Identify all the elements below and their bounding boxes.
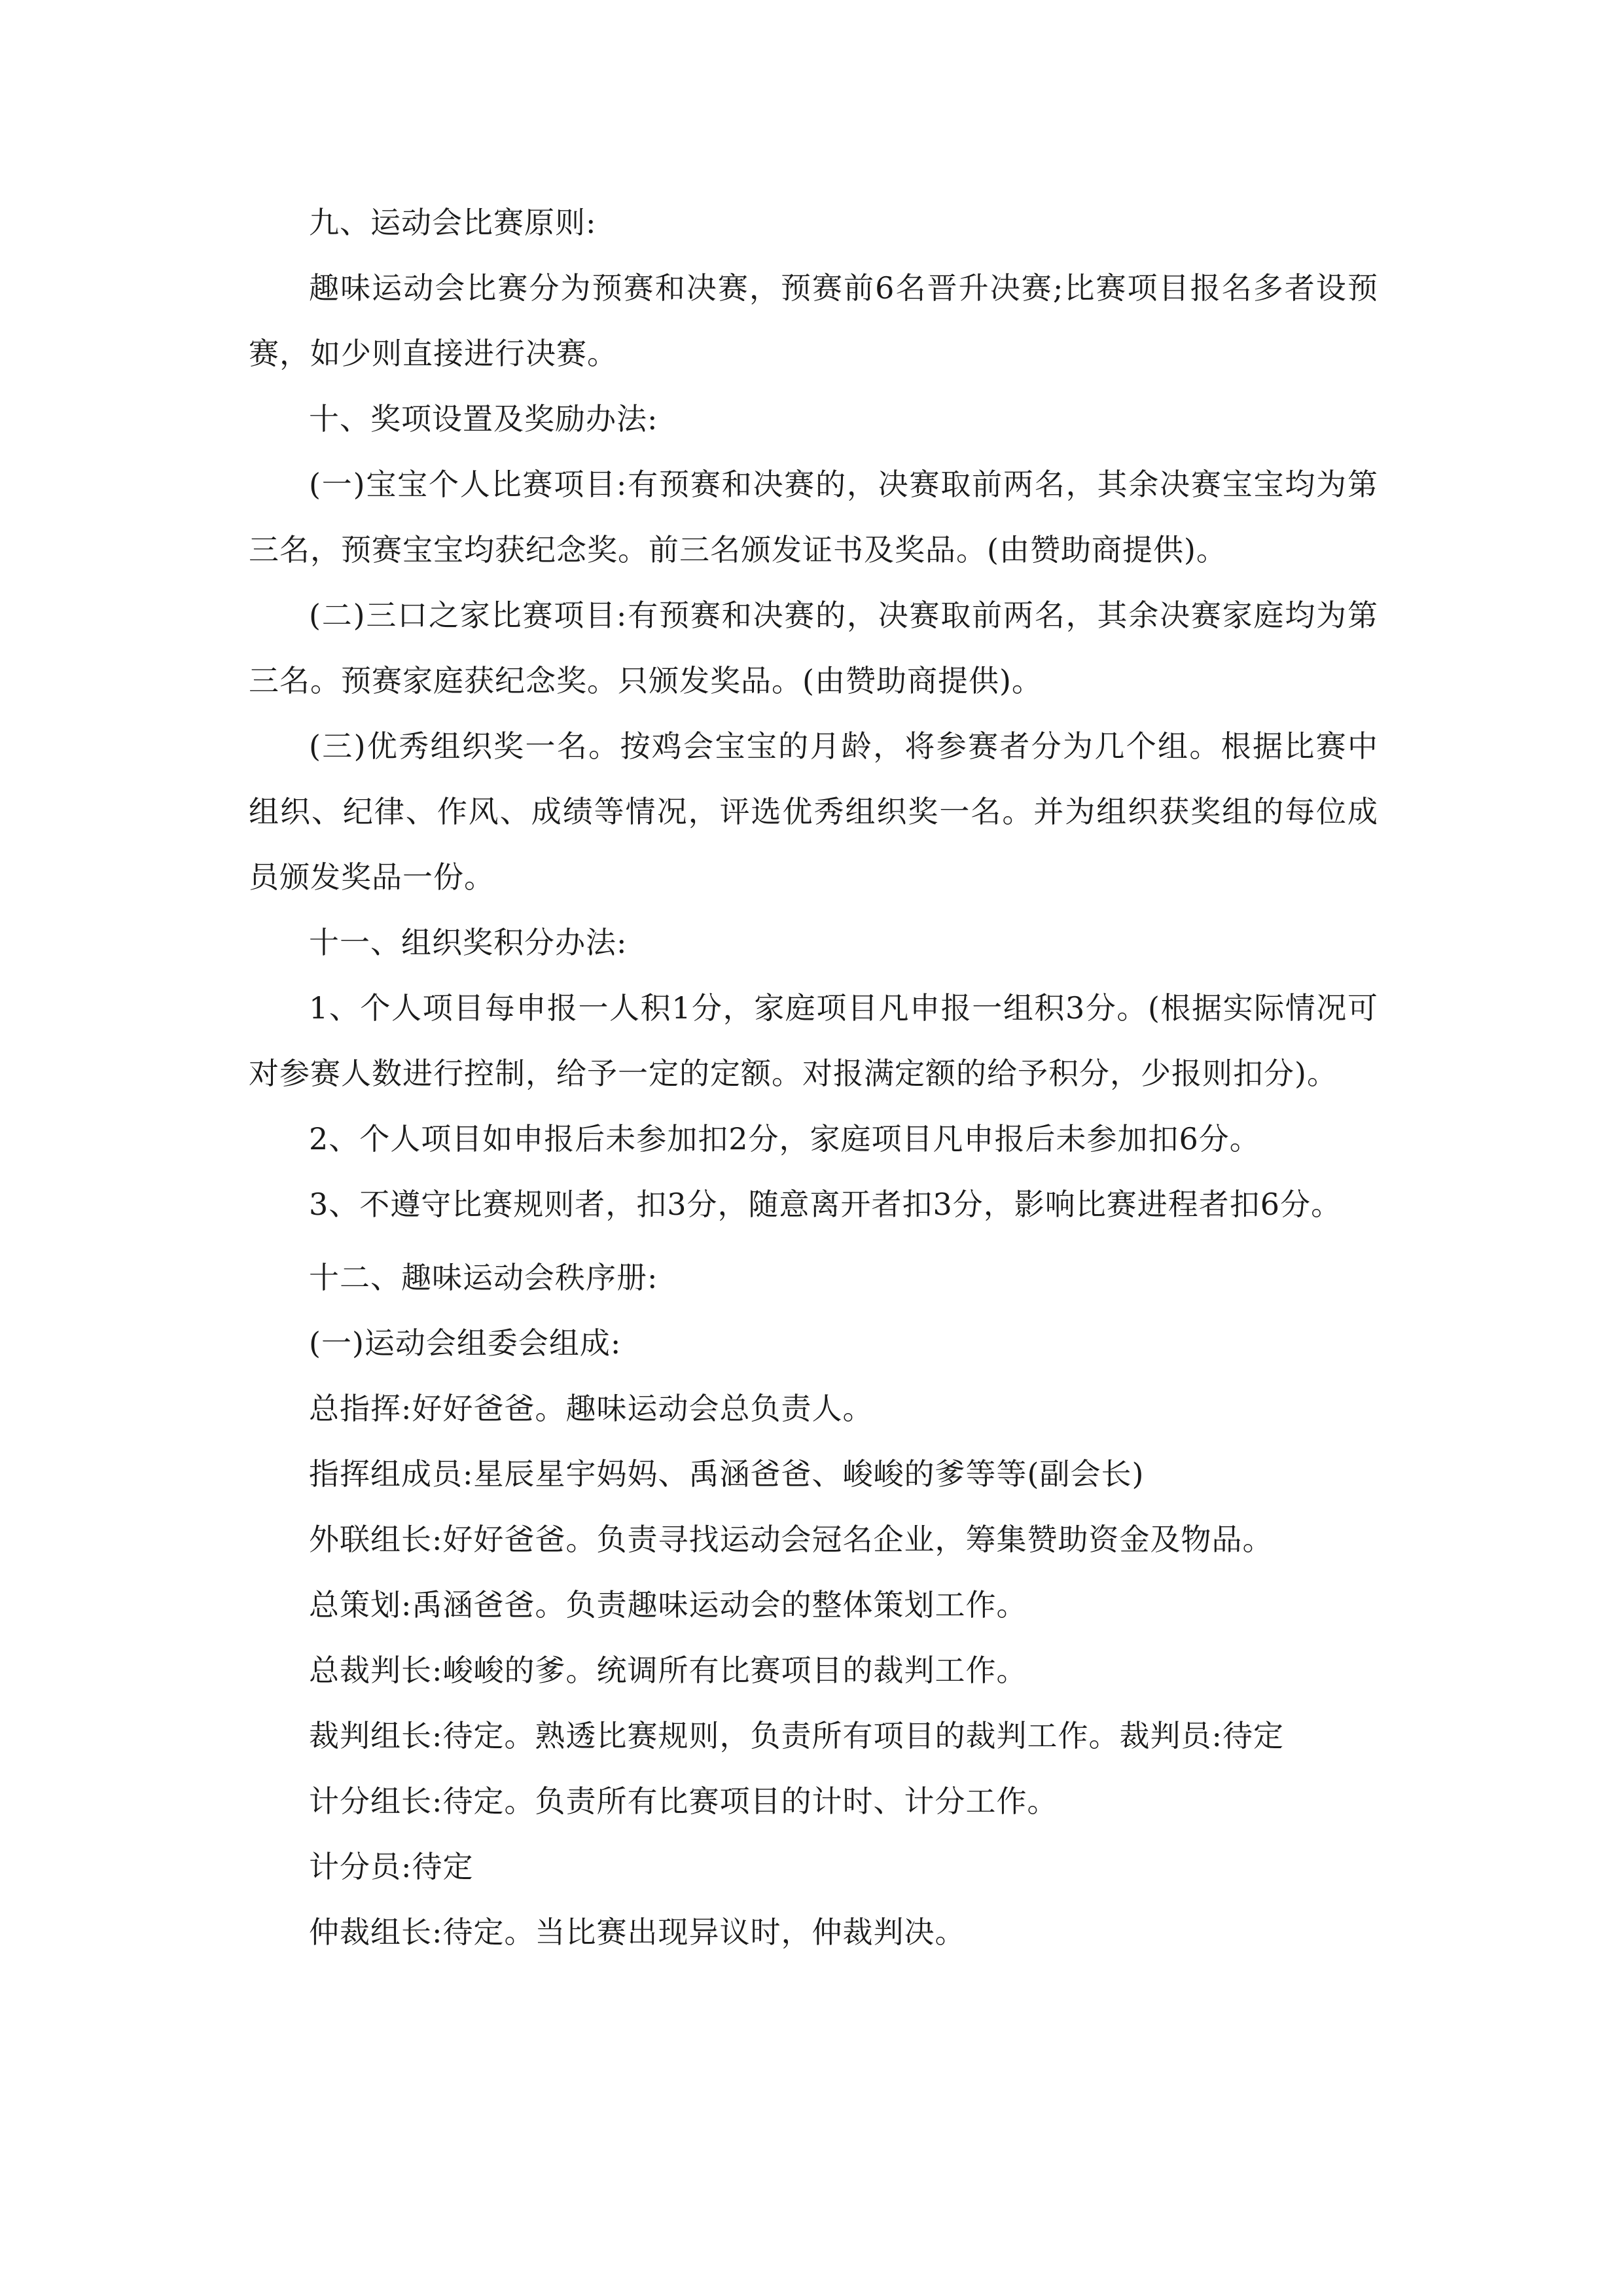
paragraph: (一)宝宝个人比赛项目:有预赛和决赛的，决赛取前两名，其余决赛宝宝均为第三名，预赛宝宝均获纪念奖。前三名颁发证书及奖品。(由赞助商提供)。 — [249, 467, 1378, 567]
paragraph: 裁判组长:待定。熟透比赛规则，负责所有项目的裁判工作。裁判员:待定 — [309, 1718, 1284, 1753]
paragraph: 指挥组成员:星辰星宇妈妈、禹涵爸爸、峻峻的爹等等(副会长) — [309, 1456, 1145, 1492]
section-heading: 十一、组织奖积分办法: — [309, 925, 628, 960]
paragraph: (三)优秀组织奖一名。按鸡会宝宝的月龄，将参赛者分为几个组。根据比赛中组织、纪律、作风、成绩等情况，评选优秀组织奖一名。并为组织获奖组的每位成员颁发奖品一份。 — [249, 728, 1378, 895]
paragraph: 趣味运动会比赛分为预赛和决赛，预赛前6名晋升决赛;比赛项目报名多者设预赛，如少则直接进行决赛。 — [249, 270, 1378, 371]
paragraph: 仲裁组长:待定。当比赛出现异议时，仲裁判决。 — [309, 1914, 966, 1950]
paragraph: 总指挥:好好爸爸。趣味运动会总负责人。 — [309, 1391, 874, 1426]
section-heading: 十二、趣味运动会秩序册: — [309, 1260, 658, 1295]
paragraph: 2、个人项目如申报后未参加扣2分，家庭项目凡申报后未参加扣6分。 — [309, 1121, 1260, 1157]
paragraph: 外联组长:好好爸爸。负责寻找运动会冠名企业，筹集赞助资金及物品。 — [309, 1522, 1274, 1557]
paragraph: 总策划:禹涵爸爸。负责趣味运动会的整体策划工作。 — [309, 1587, 1027, 1623]
paragraph: 计分组长:待定。负责所有比赛项目的计时、计分工作。 — [309, 1784, 1058, 1819]
paragraph: 3、不遵守比赛规则者，扣3分，随意离开者扣3分，影响比赛进程者扣6分。 — [309, 1187, 1342, 1222]
subsection-heading: (一)运动会组委会组成: — [309, 1325, 622, 1361]
paragraph: 总裁判长:峻峻的爹。统调所有比赛项目的裁判工作。 — [309, 1653, 1027, 1688]
document-page — [249, 190, 1378, 1965]
section-heading: 九、运动会比赛原则: — [309, 205, 597, 240]
paragraph: 计分员:待定 — [309, 1849, 474, 1884]
section-heading: 十、奖项设置及奖励办法: — [309, 401, 658, 437]
paragraph: (二)三口之家比赛项目:有预赛和决赛的，决赛取前两名，其余决赛家庭均为第三名。预赛家庭获纪念奖。只颁发奖品。(由赞助商提供)。 — [249, 598, 1378, 698]
paragraph: 1、个人项目每申报一人积1分，家庭项目凡申报一组积3分。(根据实际情况可对参赛人数进行控制，给予一定的定额。对报满定额的给予积分，少报则扣分)。 — [249, 990, 1378, 1091]
